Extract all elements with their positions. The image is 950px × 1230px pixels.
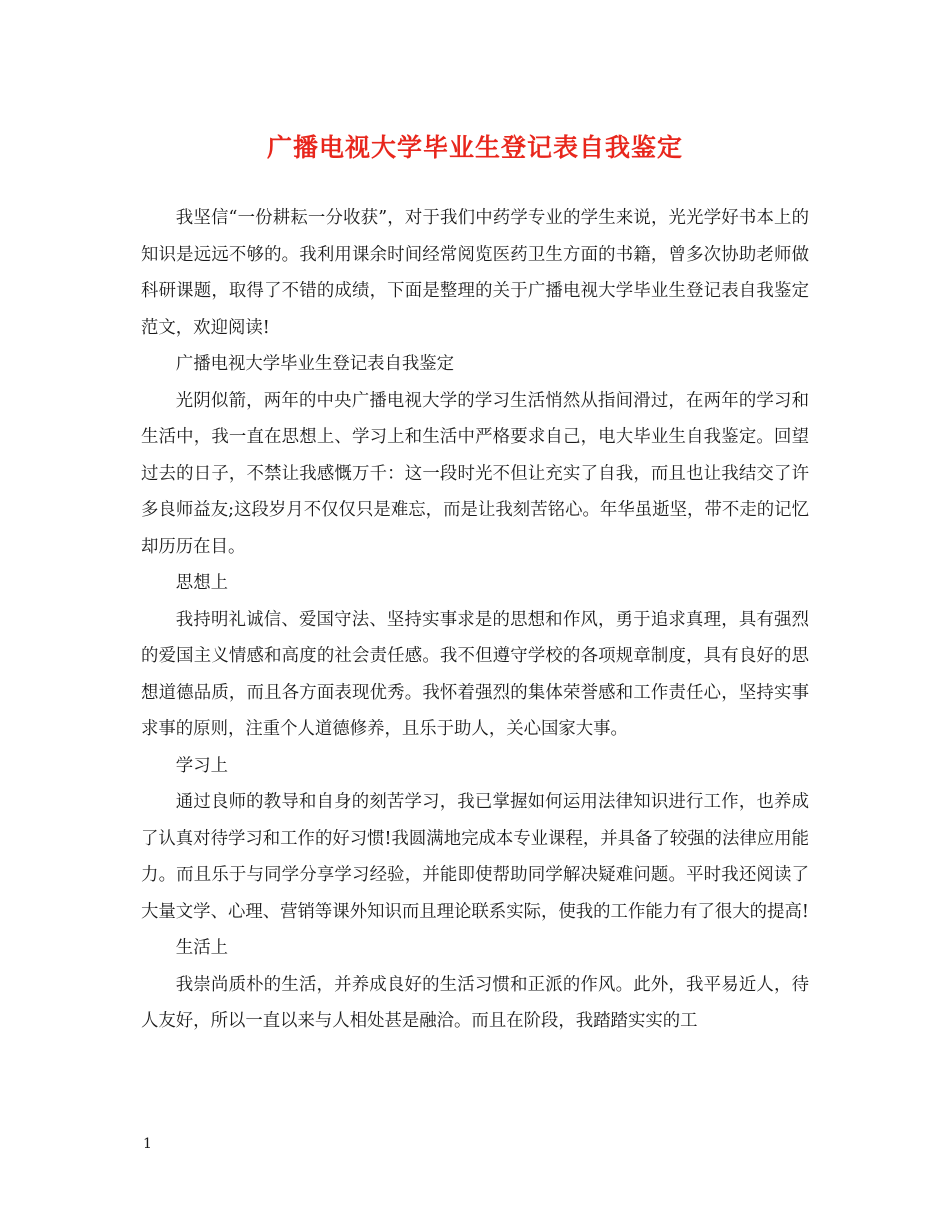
section-heading-life: 生活上 — [175, 938, 228, 958]
page-number: 1 — [143, 1136, 152, 1152]
paragraph-thought: 我持明礼诚信、爱国守法、坚持实事求是的思想和作风，勇于追求真理，具有强烈的爱国主义情感和高度的社会责任感。我不但遵守学校的各项规章制度，具有良好的思想道德品质，而且各方面表现优秀。我怀着强烈的集体荣誉感和工作责任心，坚持实事求事的原则，注重个人道德修养，且乐于助人，关心国家大事。 — [141, 609, 809, 739]
paragraph-intro: 我坚信“一份耕耘一分收获”，对于我们中药学专业的学生来说，光光学好书本上的知识是远远不够的。我利用课余时间经常阅览医药卫生方面的书籍，曾多次协助老师做科研课题，取得了不错的成绩，下面是整理的关于广播电视大学毕业生登记表自我鉴定范文，欢迎阅读! — [141, 208, 809, 338]
paragraph-subtitle: 广播电视大学毕业生登记表自我鉴定 — [175, 354, 455, 374]
document-title: 广播电视大学毕业生登记表自我鉴定 — [266, 133, 683, 162]
section-heading-study: 学习上 — [175, 755, 228, 776]
section-heading-thought: 思想上 — [175, 573, 228, 593]
paragraph-life: 我崇尚质朴的生活，并养成良好的生活习惯和正派的作风。此外，我平易近人，待人友好，所以一直以来与人相处甚是融洽。而且在阶段，我踏踏实实的工 — [141, 974, 809, 1031]
paragraph-study: 通过良师的教导和自身的刻苦学习，我已掌握如何运用法律知识进行工作，也养成了认真对待学习和工作的好习惯!我圆满地完成本专业课程，并具备了较强的法律应用能力。而且乐于与同学分享学习经验，并能即使帮助同学解决疑难问题。平时我还阅读了大量文学、心理、营销等课外知识而且理论联系实际，使我的工作能力有了很大的提高! — [141, 792, 809, 922]
document-body — [141, 200, 809, 1040]
paragraph-overview: 光阴似箭，两年的中央广播电视大学的学习生活悄然从指间滑过，在两年的学习和生活中，我一直在思想上、学习上和生活中严格要求自己，电大毕业生自我鉴定。回望过去的日子，不禁让我感慨万千：这一段时光不但让充实了自我，而且也让我结交了许多良师益友;这段岁月不仅仅只是难忘，而是让我刻苦铭心。年华虽逝坚，带不走的记忆却历历在目。 — [141, 390, 809, 557]
